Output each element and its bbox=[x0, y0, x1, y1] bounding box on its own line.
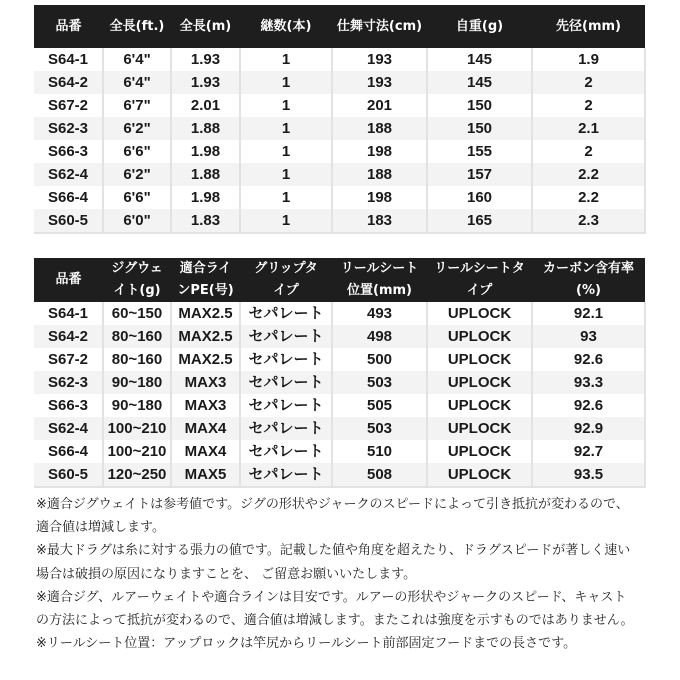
table-cell: 1.98 bbox=[171, 140, 240, 163]
table-cell: 157 bbox=[427, 163, 532, 186]
spec-table-dimensions bbox=[34, 5, 646, 234]
header-pieces: 継数(本) bbox=[240, 5, 332, 48]
header-length-ft: 全長(ft.) bbox=[103, 5, 171, 48]
table-cell: 165 bbox=[427, 209, 532, 233]
table-cell: UPLOCK bbox=[427, 348, 532, 371]
table-cell: 500 bbox=[332, 348, 427, 371]
header-grip-type: グリップタ イプ bbox=[240, 258, 332, 302]
table-cell: 145 bbox=[427, 71, 532, 94]
table-cell: 201 bbox=[332, 94, 427, 117]
note-jig-weight: ※適合ジグウェイトは参考値です。ジグの形状やジャークのスピードによって引き抵抗が変わるので、適合値は増減します。 bbox=[36, 497, 629, 536]
table-cell: S67-2 bbox=[34, 94, 103, 117]
table-cell: 1 bbox=[240, 94, 332, 117]
table-cell: MAX5 bbox=[171, 463, 240, 487]
table-cell: MAX4 bbox=[171, 440, 240, 463]
table-cell: 503 bbox=[332, 417, 427, 440]
table-cell: S62-3 bbox=[34, 371, 103, 394]
note-reel-seat: ※リールシート位置：アップロックは竿尻からリールシート前部固定フードまでの長さです。 bbox=[36, 636, 577, 652]
note-lure-line: ※適合ジグ、ルアーウェイトや適合ラインは目安です。ルアーの形状やジャークのスピード、キャストの方法によって抵抗が変わるので、適合値は増減します。またこれは強度を示すものではありません。 bbox=[36, 589, 634, 629]
table-cell: S64-1 bbox=[34, 302, 103, 325]
table-cell: 92.6 bbox=[532, 394, 645, 417]
table-cell: 198 bbox=[332, 186, 427, 209]
table-cell: セパレート bbox=[240, 348, 332, 371]
table-cell: 503 bbox=[332, 371, 427, 394]
table-row bbox=[34, 209, 645, 233]
table-cell: 1.93 bbox=[171, 48, 240, 71]
table-cell: 90~180 bbox=[103, 371, 171, 394]
table-row bbox=[34, 440, 645, 463]
table-cell: 2.2 bbox=[532, 163, 645, 186]
table-cell: 2.2 bbox=[532, 186, 645, 209]
table-cell: UPLOCK bbox=[427, 417, 532, 440]
header-reel-seat-position: リールシート 位置(mm) bbox=[332, 258, 427, 302]
table-cell: 1 bbox=[240, 186, 332, 209]
table-row bbox=[34, 163, 645, 186]
table-cell: MAX4 bbox=[171, 417, 240, 440]
table-cell: S64-1 bbox=[34, 48, 103, 71]
table-cell: S60-5 bbox=[34, 209, 103, 233]
table-cell: UPLOCK bbox=[427, 440, 532, 463]
table-cell: 1 bbox=[240, 71, 332, 94]
table-cell: 60~150 bbox=[103, 302, 171, 325]
table-cell: 6'4" bbox=[103, 48, 171, 71]
table-cell: 510 bbox=[332, 440, 427, 463]
table-row bbox=[34, 348, 645, 371]
table-cell: 150 bbox=[427, 94, 532, 117]
table-cell: MAX3 bbox=[171, 394, 240, 417]
spec-table-performance bbox=[34, 258, 646, 488]
table-cell: S60-5 bbox=[34, 463, 103, 487]
table-cell: 1 bbox=[240, 48, 332, 71]
table-cell: S62-3 bbox=[34, 117, 103, 140]
table-cell: 145 bbox=[427, 48, 532, 71]
table-cell: 1 bbox=[240, 117, 332, 140]
table-row bbox=[34, 463, 645, 487]
header-line-pe: 適合ライ ンPE(号) bbox=[171, 258, 240, 302]
table-cell: 1 bbox=[240, 163, 332, 186]
table-cell: 6'6" bbox=[103, 140, 171, 163]
table-cell: S62-4 bbox=[34, 163, 103, 186]
table-cell: MAX2.5 bbox=[171, 348, 240, 371]
table-cell: S67-2 bbox=[34, 348, 103, 371]
header-tip-diameter: 先径(mm) bbox=[532, 5, 645, 48]
table-cell: 90~180 bbox=[103, 394, 171, 417]
table-cell: MAX2.5 bbox=[171, 325, 240, 348]
table-cell: 198 bbox=[332, 140, 427, 163]
table-cell: 100~210 bbox=[103, 417, 171, 440]
table-cell: 1.83 bbox=[171, 209, 240, 233]
table-cell: 508 bbox=[332, 463, 427, 487]
table-cell: 2 bbox=[532, 140, 645, 163]
table-row bbox=[34, 94, 645, 117]
table-cell: 183 bbox=[332, 209, 427, 233]
table-cell: セパレート bbox=[240, 371, 332, 394]
table-cell: 2.1 bbox=[532, 117, 645, 140]
table-cell: 505 bbox=[332, 394, 427, 417]
table-cell: 150 bbox=[427, 117, 532, 140]
table-cell: 498 bbox=[332, 325, 427, 348]
table-cell: セパレート bbox=[240, 463, 332, 487]
table-row bbox=[34, 140, 645, 163]
table-row bbox=[34, 186, 645, 209]
table-cell: 1 bbox=[240, 140, 332, 163]
table-cell: 2.3 bbox=[532, 209, 645, 233]
table-row bbox=[34, 371, 645, 394]
table-cell: セパレート bbox=[240, 394, 332, 417]
table-cell: 93.5 bbox=[532, 463, 645, 487]
table-cell: セパレート bbox=[240, 302, 332, 325]
header-closed-length: 仕舞寸法(cm) bbox=[332, 5, 427, 48]
table-cell: 6'2" bbox=[103, 163, 171, 186]
table-cell: 92.1 bbox=[532, 302, 645, 325]
table-cell: 2.01 bbox=[171, 94, 240, 117]
note-max-drag: ※最大ドラグは糸に対する張力の値です。記載した値や角度を超えたり、ドラグスピードが著しく速い場合は破損の原因になりますことを、 ご留意お願いいたします。 bbox=[36, 543, 631, 582]
table-cell: S64-2 bbox=[34, 71, 103, 94]
table-cell: 155 bbox=[427, 140, 532, 163]
table-cell: S64-2 bbox=[34, 325, 103, 348]
table-cell: 93 bbox=[532, 325, 645, 348]
table-cell: UPLOCK bbox=[427, 394, 532, 417]
header-weight: 自重(g) bbox=[427, 5, 532, 48]
table-row bbox=[34, 417, 645, 440]
header-model: 品番 bbox=[34, 5, 103, 48]
table-row bbox=[34, 325, 645, 348]
table-cell: 93.3 bbox=[532, 371, 645, 394]
table-cell: 193 bbox=[332, 71, 427, 94]
header-model: 品番 bbox=[34, 258, 103, 302]
table-cell: UPLOCK bbox=[427, 325, 532, 348]
table-cell: 2 bbox=[532, 71, 645, 94]
table-cell: 92.9 bbox=[532, 417, 645, 440]
table-cell: MAX3 bbox=[171, 371, 240, 394]
table-row bbox=[34, 71, 645, 94]
table-cell: 188 bbox=[332, 163, 427, 186]
table-cell: 120~250 bbox=[103, 463, 171, 487]
table-cell: 1.88 bbox=[171, 163, 240, 186]
table-cell: 493 bbox=[332, 302, 427, 325]
table-cell: 6'2" bbox=[103, 117, 171, 140]
table-cell: 188 bbox=[332, 117, 427, 140]
table-row bbox=[34, 302, 645, 325]
table-cell: 92.6 bbox=[532, 348, 645, 371]
table-cell: 6'4" bbox=[103, 71, 171, 94]
table-cell: UPLOCK bbox=[427, 371, 532, 394]
table-cell: 193 bbox=[332, 48, 427, 71]
header-jig-weight: ジグウェ イト(g) bbox=[103, 258, 171, 302]
table-cell: 6'6" bbox=[103, 186, 171, 209]
table-cell: 160 bbox=[427, 186, 532, 209]
table-cell: S62-4 bbox=[34, 417, 103, 440]
table-cell: 1 bbox=[240, 209, 332, 233]
table-cell: S66-4 bbox=[34, 186, 103, 209]
table-cell: セパレート bbox=[240, 417, 332, 440]
table-cell: 6'0" bbox=[103, 209, 171, 233]
table-row bbox=[34, 48, 645, 71]
table-cell: 100~210 bbox=[103, 440, 171, 463]
table-cell: セパレート bbox=[240, 440, 332, 463]
table-cell: MAX2.5 bbox=[171, 302, 240, 325]
table-cell: 6'7" bbox=[103, 94, 171, 117]
table-cell: 1.9 bbox=[532, 48, 645, 71]
table-header-row bbox=[34, 5, 645, 48]
header-carbon-content: カーボン含有率 (%) bbox=[532, 258, 645, 302]
table-cell: 92.7 bbox=[532, 440, 645, 463]
table-cell: UPLOCK bbox=[427, 463, 532, 487]
table-cell: 1.88 bbox=[171, 117, 240, 140]
table-cell: 80~160 bbox=[103, 325, 171, 348]
notes-section bbox=[36, 493, 636, 655]
table-cell: S66-3 bbox=[34, 394, 103, 417]
header-reel-seat-type: リールシートタ イプ bbox=[427, 258, 532, 302]
table-cell: S66-3 bbox=[34, 140, 103, 163]
table-cell: 80~160 bbox=[103, 348, 171, 371]
table-cell: セパレート bbox=[240, 325, 332, 348]
table-cell: S66-4 bbox=[34, 440, 103, 463]
table-row bbox=[34, 394, 645, 417]
table-header-row bbox=[34, 258, 645, 302]
table-cell: UPLOCK bbox=[427, 302, 532, 325]
table-row bbox=[34, 117, 645, 140]
table-cell: 2 bbox=[532, 94, 645, 117]
header-length-m: 全長(m) bbox=[171, 5, 240, 48]
table-cell: 1.93 bbox=[171, 71, 240, 94]
table-cell: 1.98 bbox=[171, 186, 240, 209]
